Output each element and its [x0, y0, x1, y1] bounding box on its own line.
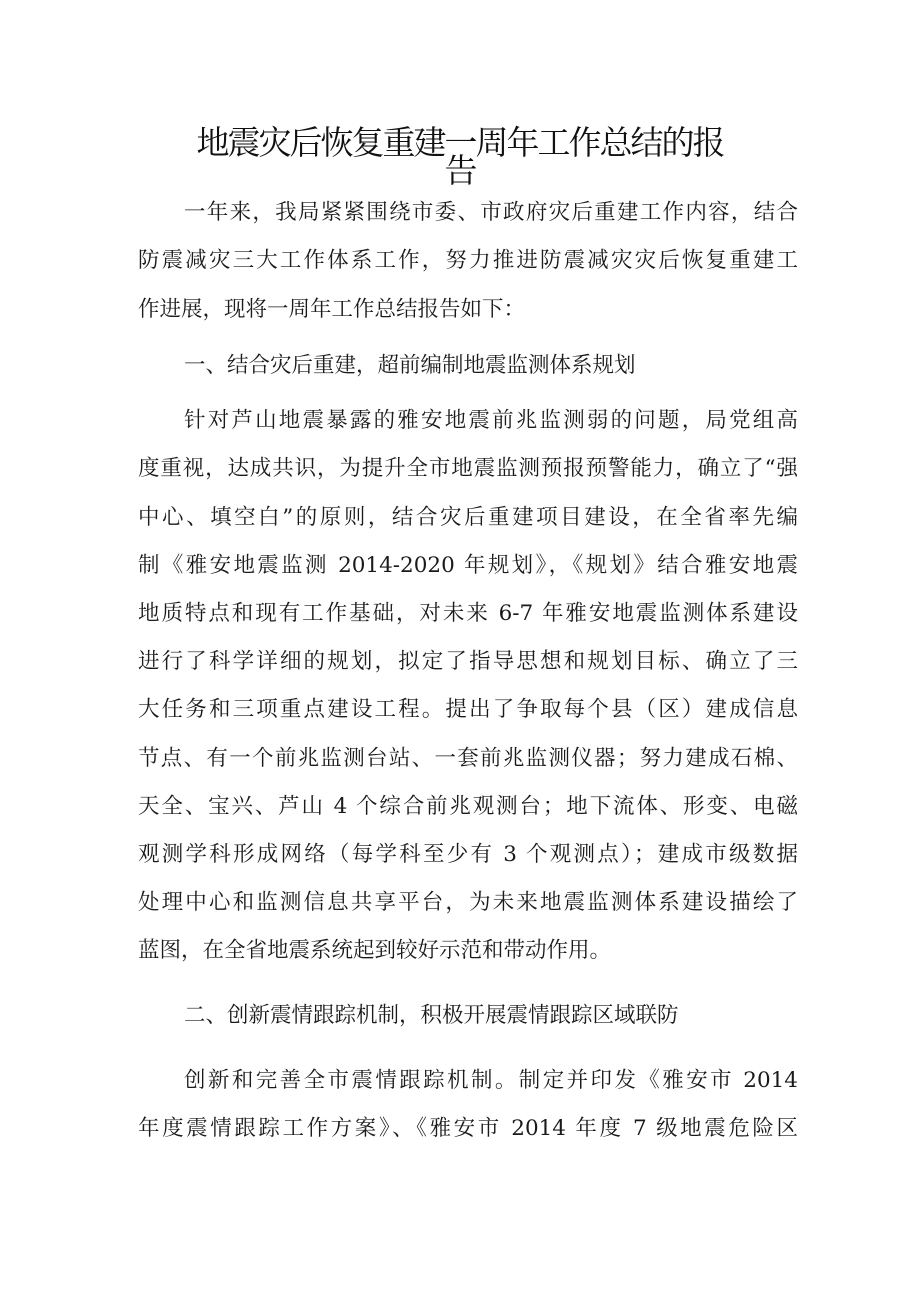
paragraph-section-1-line: 天全、宝兴、芦山 4 个综合前兆观测台；地下流体、形变、电磁	[138, 794, 798, 819]
paragraph-intro-line: 一年来，我局紧紧围绕市委、市政府灾后重建工作内容，结合	[184, 200, 798, 225]
paragraph-section-1-line: 度重视，达成共识，为提升全市地震监测预报预警能力，确立了“强	[138, 456, 798, 481]
document-title-line-1: 地震灾后恢复重建一周年工作总结的报	[196, 123, 724, 162]
paragraph-section-1-line: 观测学科形成网络（每学科至少有 3 个观测点）；建成市级数据	[138, 842, 798, 867]
paragraph-section-1-line: 中心、填空白”的原则，结合灾后重建项目建设，在全省率先编	[138, 505, 798, 530]
section-heading-1: 一、结合灾后重建，超前编制地震监测体系规划	[184, 353, 636, 378]
paragraph-section-1-line: 进行了科学详细的规划，拟定了指导思想和规划目标、确立了三	[138, 649, 798, 674]
paragraph-section-1-line: 制《雅安地震监测 2014-2020 年规划》，《规划》结合雅安地震	[138, 553, 798, 578]
section-heading-2: 二、创新震情跟踪机制，积极开展震情跟踪区域联防	[184, 1003, 679, 1028]
paragraph-intro-line: 防震减灾三大工作体系工作，努力推进防震减灾灾后恢复重建工	[138, 248, 798, 273]
paragraph-section-1-line: 节点、有一个前兆监测台站、一套前兆监测仪器；努力建成石棉、	[138, 746, 798, 771]
paragraph-section-2-line: 年度震情跟踪工作方案》、《雅安市 2014 年度 7 级地震危险区	[138, 1116, 798, 1141]
paragraph-intro-line: 作进展，现将一周年工作总结报告如下：	[138, 297, 526, 322]
paragraph-section-1-line: 处理中心和监测信息共享平台，为未来地震监测体系建设描绘了	[138, 890, 798, 915]
document-title-line-2: 告	[444, 151, 476, 190]
paragraph-section-1-line: 地质特点和现有工作基础，对未来 6-7 年雅安地震监测体系建设	[138, 601, 798, 626]
paragraph-section-1-line: 大任务和三项重点建设工程。提出了争取每个县（区）建成信息	[138, 697, 798, 722]
paragraph-section-1-line: 蓝图，在全省地震系统起到较好示范和带动作用。	[138, 938, 612, 963]
paragraph-section-1-line: 针对芦山地震暴露的雅安地震前兆监测弱的问题，局党组高	[184, 408, 798, 433]
paragraph-section-2-line: 创新和完善全市震情跟踪机制。制定并印发《雅安市 2014	[184, 1068, 798, 1093]
